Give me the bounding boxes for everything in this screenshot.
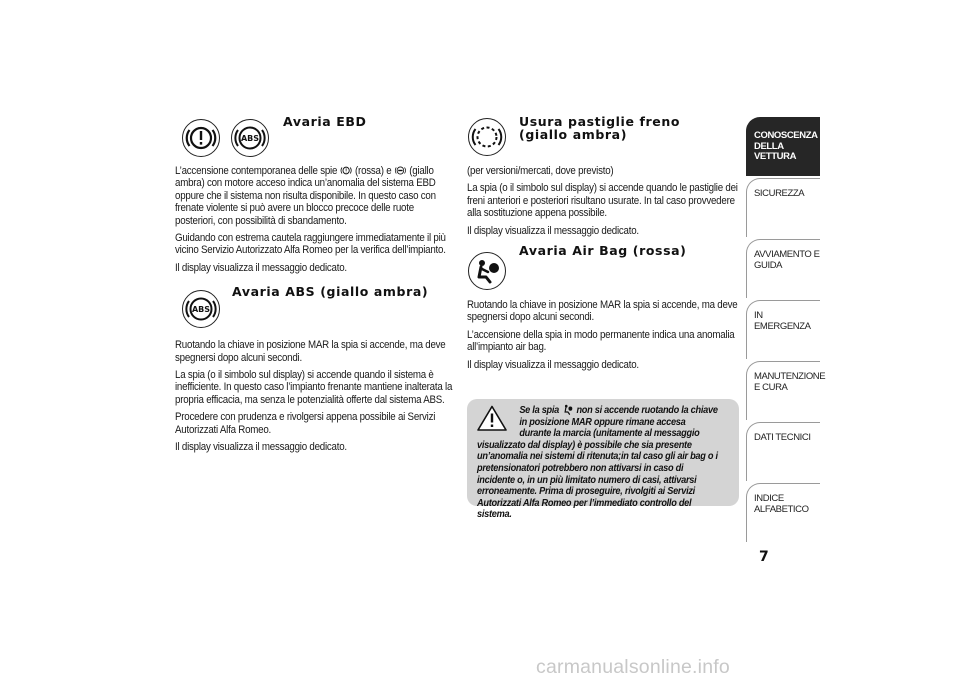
brake-warning-icon [181,118,221,158]
airbag-title: Avaria Air Bag (rossa) [519,243,687,259]
ebd-title: Avaria EBD [283,114,367,129]
watermark: carmanualsonline.info [536,656,730,678]
abs-icon [230,118,270,158]
ebd-section-header [175,113,455,165]
ebd-paragraph-2: Guidando con estrema cautela raggiungere immediatamente il più vicino Servizio Autorizzato Alfa Romeo per la verifica dell’impianto. [175,232,446,257]
ebd-paragraph-1: L’accensione contemporanea delle spie (rossa) e (giallo ambra) con motore acceso indica un’anomalia del sistema EBD oppure che il sistema non risulta disponibile. In questo caso con frenate violente si può avere un blocco precoce delle ruote posteriori, con possibilità di sbandamento. [175,165,436,227]
airbag-icon [467,251,507,291]
abs-title: Avaria ABS (giallo ambra) [232,284,429,300]
airbag-section-header [467,242,743,299]
airbag-icon [561,404,574,415]
tab-dati-tecnici[interactable]: DATI TECNICI [746,422,820,481]
tab-manutenzione-e-cura[interactable]: MANUTENZIONE E CURA [746,361,820,420]
pads-paragraph-3: Il display visualizza il messaggio dedicato. [467,224,639,237]
tab-sicurezza[interactable]: SICUREZZA [746,178,820,237]
pads-title: Usura pastiglie freno (giallo ambra) [519,114,681,142]
abs-icon [394,165,407,176]
airbag-paragraph-1: Ruotando la chiave in posizione MAR la spia si accende, ma deve spegnersi dopo alcuni secondi. [467,299,738,324]
tab-in-emergenza[interactable]: IN EMERGENZA [746,300,820,359]
brake-pad-icon [467,117,507,157]
brake-warning-icon [340,165,353,176]
pads-paragraph-2: La spia (o il simbolo sul display) si accende quando le pastiglie dei freni anteriori e posteriori risultano usurate. In tal caso provvedere alla sostituzione appena possibile. [467,182,738,220]
abs-paragraph-4: Il display visualizza il messaggio dedicato. [175,441,347,454]
warning-box [467,399,739,521]
airbag-paragraph-3: Il display visualizza il messaggio dedicato. [467,358,639,371]
abs-paragraph-2: La spia (o il simbolo sul display) si accende quando il sistema è inefficiente. In questo caso l’impianto frenante mantiene inalterata la propria efficacia, ma senza le potenzialità offerte dal sistema ABS. [175,369,453,406]
tab-avviamento-e-guida[interactable]: AVVIAMENTO E GUIDA [746,239,820,298]
warning-text: Se la spia non si accende ruotando la chiave in posizione MAR oppure rimane accesa durante la marcia (unitamente al messaggio visualizzato dal display) è possibile che sia presente un’anomalia nei sistemi di ritenuta;in tal caso gli air bag o i pretensionatori potrebbero non attivarsi in caso di incidente o, in un più limitato numero di casi, attivarsi erroneamente. Prima di proseguire, rivolgiti ai Servizi Autorizzati Alfa Romeo per l’immediato controllo del sistema. [477,405,718,521]
airbag-paragraph-2: L’accensione della spia in modo permanente indica una anomalia all’impianto air bag. [467,328,735,354]
ebd-paragraph-3: Il display visualizza il messaggio dedicato. [175,261,347,274]
right-column [467,0,743,376]
abs-section-header [175,279,455,337]
left-column [175,0,455,459]
chapter-tabs [746,117,826,544]
abs-icon [181,289,221,329]
svg-text:ABS: ABS [191,305,211,315]
page-number: 7 [759,549,769,565]
tab-indice-alfabetico[interactable]: INDICE ALFABETICO [746,483,820,542]
pads-paragraph-1: (per versioni/mercati, dove previsto) [467,165,614,177]
svg-text:ABS: ABS [240,134,260,143]
abs-paragraph-3: Procedere con prudenza e rivolgersi appena possibile ai Servizi Autorizzati Alfa Romeo. [175,411,436,436]
tab-conoscenza-della-vettura[interactable]: CONOSCENZA DELLA VETTURA [746,117,820,176]
abs-paragraph-1: Ruotando la chiave in posizione MAR la spia si accende, ma deve spegnersi dopo alcuni secondi. [175,339,446,364]
pads-section-header [467,113,743,165]
